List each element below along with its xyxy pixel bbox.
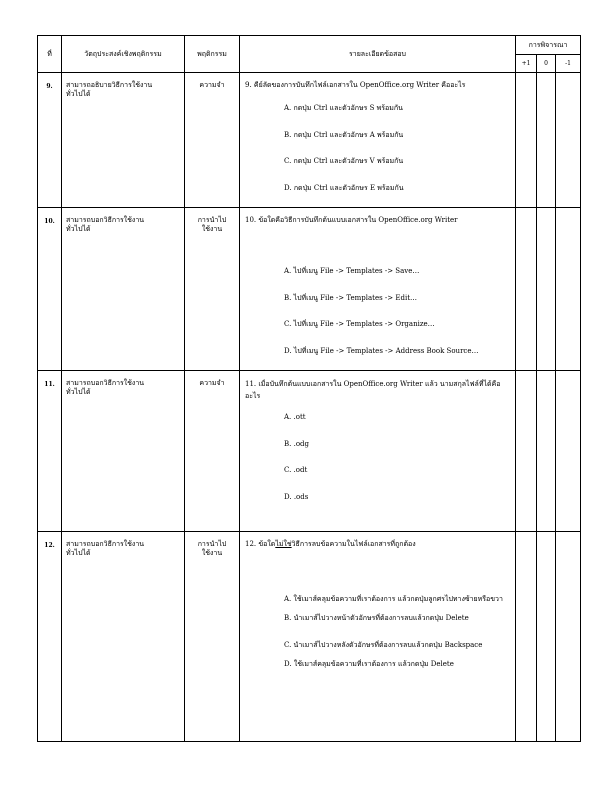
score-cell xyxy=(556,532,581,742)
objective-line: ทั่วไปได้ xyxy=(66,387,91,396)
row-number: 12. xyxy=(38,532,62,742)
option-c: C. ไปที่เมนู File -> Templates -> Organize… xyxy=(284,320,435,329)
question-text: 11. เมื่อบันทึกต้นแบบเอกสารใน OpenOffice.org Writer แล้ว นามสกุลไฟล์ที่ได้คืออะไร xyxy=(245,380,501,400)
option-b: B. กดปุ่ม Ctrl และตัวอักษร A พร้อมกัน xyxy=(284,130,404,139)
header-score-zero: 0 xyxy=(537,55,556,73)
option-a: A. กดปุ่ม Ctrl และตัวอักษร S พร้อมกัน xyxy=(284,103,403,112)
header-no: ที่ xyxy=(38,36,62,73)
option-c: C. กดปุ่ม Ctrl และตัวอักษร V พร้อมกัน xyxy=(284,157,404,166)
objective-line: สามารถบอกวิธีการใช้งาน xyxy=(66,540,145,548)
behavior-line: การนำไป xyxy=(197,540,227,548)
option-d: D. ไปที่เมนู File -> Templates -> Address Book Source… xyxy=(284,347,479,355)
table-row xyxy=(38,73,581,208)
behavior-line: ใช้งาน xyxy=(201,224,223,233)
row-behavior xyxy=(185,73,240,208)
score-cell xyxy=(537,371,556,532)
row-details xyxy=(240,532,516,742)
header-objective: วัตถุประสงค์เชิงพฤติกรรม xyxy=(62,36,185,73)
question-text: 9. คีย์ลัดของการบันทึกไฟล์เอกสารใน OpenOffice.org Writer คืออะไร xyxy=(245,81,466,89)
objective-line: ทั่วไปได้ xyxy=(66,89,91,98)
score-cell xyxy=(556,371,581,532)
score-cell xyxy=(537,532,556,742)
score-cell xyxy=(516,532,537,742)
objective-line: สามารถอธิบายวิธีการใช้งาน xyxy=(66,81,153,89)
row-objective xyxy=(62,371,185,532)
score-cell xyxy=(537,208,556,371)
objective-line: สามารถบอกวิธีการใช้งาน xyxy=(66,379,145,387)
option-d: D. ใช้เมาส์คลุมข้อความที่เราต้องการ แล้วกดปุ่ม Delete xyxy=(284,660,454,669)
row-behavior xyxy=(185,371,240,532)
option-c: C. นำเมาส์ไปวางหลังตัวอักษรที่ต้องการลบแล้วกดปุ่ม Backspace xyxy=(284,641,483,650)
objective-line: ทั่วไปได้ xyxy=(66,224,91,233)
score-cell xyxy=(516,73,537,208)
option-c: C. .odt xyxy=(284,466,308,475)
header-consideration: การพิจารณา xyxy=(516,36,581,55)
option-a: A. ไปที่เมนู File -> Templates -> Save… xyxy=(284,266,420,275)
option-a: A. ใช้เมาส์คลุมข้อความที่เราต้องการ แล้วกดปุ่มลูกศรไปทางซ้ายหรือขวา xyxy=(284,594,503,603)
row-number: 9. xyxy=(38,73,62,208)
table-row xyxy=(38,208,581,371)
row-objective xyxy=(62,73,185,208)
behavior-line: ความจำ xyxy=(199,81,225,89)
score-cell xyxy=(516,208,537,371)
behavior-line: ความจำ xyxy=(199,379,225,387)
option-d: D. .ods xyxy=(284,493,309,502)
option-d: D. กดปุ่ม Ctrl และตัวอักษร E พร้อมกัน xyxy=(284,184,404,192)
header-score-minus: -1 xyxy=(556,55,581,73)
option-b: B. .odg xyxy=(284,439,309,448)
question-text xyxy=(245,540,509,549)
table-row xyxy=(38,532,581,742)
table-row xyxy=(38,371,581,532)
row-details xyxy=(240,208,516,371)
question-text: 10. ข้อใดคือวิธีการบันทึกต้นแบบเอกสารใน OpenOffice.org Writer xyxy=(245,216,458,224)
row-number: 11. xyxy=(38,371,62,532)
row-number: 10. xyxy=(38,208,62,371)
header-score-plus: +1 xyxy=(516,55,537,73)
row-behavior xyxy=(185,208,240,371)
exam-table xyxy=(37,35,581,742)
question-prefix: 12. ข้อใด xyxy=(245,540,276,548)
row-details xyxy=(240,371,516,532)
question-suffix: วิธีการลบข้อความในไฟล์เอกสารที่ถูกต้อง xyxy=(291,540,416,548)
row-objective xyxy=(62,208,185,371)
score-cell xyxy=(516,371,537,532)
objective-line: สามารถบอกวิธีการใช้งาน xyxy=(66,216,145,224)
behavior-line: ใช้งาน xyxy=(201,548,223,557)
row-details xyxy=(240,73,516,208)
question-emphasis: ไม่ใช่ xyxy=(275,540,292,548)
row-behavior xyxy=(185,532,240,742)
option-a: A. .ott xyxy=(284,412,306,421)
option-b: B. นำเมาส์ไปวางหน้าตัวอักษรที่ต้องการลบแล้วกดปุ่ม Delete xyxy=(284,613,469,622)
behavior-line: การนำไป xyxy=(197,216,227,224)
score-cell xyxy=(537,73,556,208)
score-cell xyxy=(556,208,581,371)
header-behavior: พฤติกรรม xyxy=(185,36,240,73)
header-details: รายละเอียดข้อสอบ xyxy=(240,36,516,73)
score-cell xyxy=(556,73,581,208)
objective-line: ทั่วไปได้ xyxy=(66,548,91,557)
row-objective xyxy=(62,532,185,742)
option-b: B. ไปที่เมนู File -> Templates -> Edit… xyxy=(284,293,418,302)
